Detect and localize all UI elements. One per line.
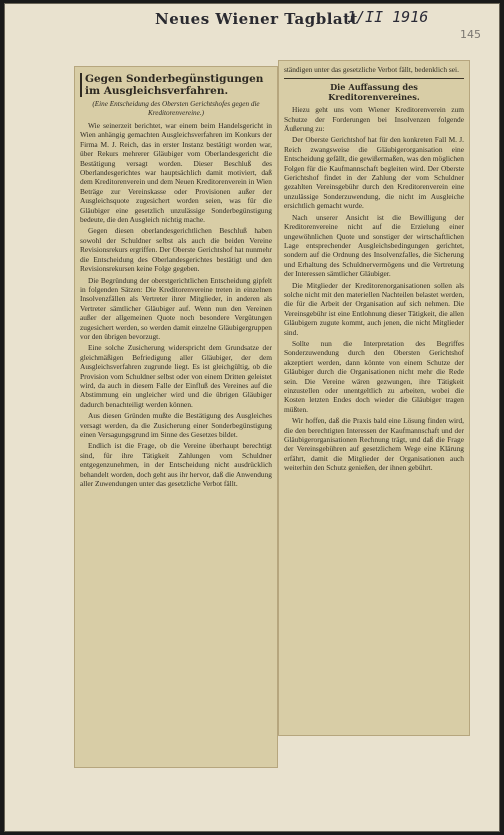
section-heading: Die Auffassung des Kreditorenvereines. [328, 82, 420, 102]
paragraph: Endlich ist die Frage, ob die Vereine überhaupt berechtigt sind, für ihre Tätigkeit Zahlungen vom Schuldner entgegenzunehmen, in der Entscheidung nicht ausdrücklich behandelt worden, doch geht aus ihr hervor, daß die Anwendung aller Zuwendungen unter das gesetzliche Verbot fällt. [80, 441, 272, 489]
article-right-column [278, 60, 470, 736]
paragraph: Wie seinerzeit berichtet, war einem beim Handelsgericht in Wien anhängig gemachten Ausgleichsverfahren im Konkurs der Firma M. J. Reich, das in erster Instanz bestätigt worden war, über Rekurs mehrerer Gläubiger vom Oberlandesgericht die Bestätigung versagt worden. Dieser Beschluß des Oberlandesgerichtes war hauptsächlich damit motiviert, daß dem Kreditorenverein und dem Neuen Kreditorenverein in Wien Beträge zur Vereinskasse oder Provisionen außer der Ausgleichsquote zugesichert worden seien, was für die Gläubiger eine gesetzlich unzulässige Sonderbegünstigung bedeute, die den Ausgleich nichtig mache. [80, 121, 272, 225]
continued-text: ständigen unter das gesetzliche Verbot fällt, bedenklich sei. [284, 65, 459, 74]
paragraph: Sollte nun die Interpretation des Begriffes Sonderzuwendung durch den Obersten Gerichtshof akzeptiert werden, dann könnte von einem Schutze der Gläubiger durch die Organisationen nicht mehr die Rede sein. Die Vereine wären gezwungen, ihre Tätigkeit einzustellen oder unentgeltlich zu arbeiten, wobei die Kosten letzten Endes doch wieder die Gläubiger tragen müßten. [284, 338, 464, 414]
paragraph: Gegen diesen oberlandesgerichtlichen Beschluß haben sowohl der Schuldner selbst als auch die beiden Vereine Revisionsrekurs ergriffen. Der Oberste Gerichtshof hat nunmehr die Entscheidung des Oberlandesgerichtes bestätigt und den Revisionsrekursen keine Folge gegeben. [80, 226, 272, 274]
paragraph: Eine solche Zusicherung widerspricht dem Grundsatze der gleichmäßigen Befriedigung aller Gläubiger, der dem Ausgleichsverfahren zugrunde liegt. Es ist gleichgültig, ob die Provision vom Schuldner selbst oder von einem Dritten geleistet wird, da auch in diesem Falle der Einfluß des Vereines auf die Abstimmung ein ungleicher wird und die übrigen Gläubiger dadurch benachteiligt werden können. [80, 343, 272, 409]
paragraph: Wir hoffen, daß die Praxis bald eine Lösung finden wird, die den berechtigten Interessen der Kaufmannschaft und der Gläubigerorganisationen Rechnung trägt, und daß die Frage der Vereinsgebühren auf gesetzlichem Wege eine Klärung erfährt, damit die Mitglieder der Organisationen auch weiterhin den Schutz genießen, der ihnen gebührt. [284, 416, 464, 473]
divider [284, 78, 464, 79]
handwritten-date: 1/II 1916 [347, 8, 429, 26]
paragraph: Der Oberste Gerichtshof hat für den konkreten Fall M. J. Reich zwangsweise die Gläubigerorganisation eine Entscheidung gefällt, die gewißermaßen, was den möglichen Folgen für die Kaufmannschaft begleiten wird. Der Oberste Gerichtshof findet in der Zahlung der vom Schuldner gezahlten Vereinsgebühr durch den Kreditorenverein eine unzulässige Sonderzuwendung, die nicht im Ausgleiche ersichtlich gemacht wurde. [284, 135, 464, 211]
masthead: Neues Wiener Tagblatt [155, 10, 358, 28]
article-subtitle: (Eine Entscheidung des Obersten Gerichtshofes gegen die Kreditorenvereine.) [92, 100, 260, 117]
article-left-column [74, 66, 278, 768]
handwritten-page-number: 145 [460, 28, 481, 41]
paragraph: Die Begründung der oberstgerichtlichen Entscheidung gipfelt in folgenden Sätzen: Die Kreditorenvereine treten in einzelnen Insolvenzfällen als Vertreter ihrer Mitglieder, in anderen als Vertreter sämtlicher Gläubiger auf. Wenn nun den Vereinen außer der allgemeinen Quote noch besondere Vergütungen zugesichert werden, so werden damit einzelne Gläubigergruppen vor den übrigen bevorzugt. [80, 275, 272, 341]
paragraph: Nach unserer Ansicht ist die Bewilligung der Kreditorenvereine nicht auf die Erzielung einer ungewöhnlichen Quote und sonstiger der wirtschaftlichen Lage entsprechender Ausgleichsbedingungen gerichtet, sondern auf die Ordnung des Insolvenzfalles, die Sicherung und Erhaltung des Schuldnervermögens und die Vertretung der Interessen sämtlicher Gläubiger. [284, 212, 464, 279]
paragraph: Aus diesen Gründen mußte die Bestätigung des Ausgleiches versagt werden, da die Zusicherung einer Sonderbegünstigung einen Versagungsgrund im Sinne des Gesetzes bildet. [80, 411, 272, 439]
paragraph: Hiezu geht uns vom Wiener Kreditorenverein zum Schutze der Forderungen bei Insolvenzen folgende Äußerung zu: [284, 105, 464, 134]
article-headline: Gegen Sonderbegünstigungen im Ausgleichsverfahren. [80, 73, 272, 97]
paragraph: Die Mitglieder der Kreditorenorganisationen sollen als solche nicht mit den materiellen Nachteilen belastet werden, die für die Arbeit der Organisation auf sich nehmen. Die Vereinsgebühr ist eine Entlohnung dieser Tätigkeit, die allen Gläubigern zugute kommt, auch jenen, die nicht Mitglieder sind. [284, 280, 464, 337]
